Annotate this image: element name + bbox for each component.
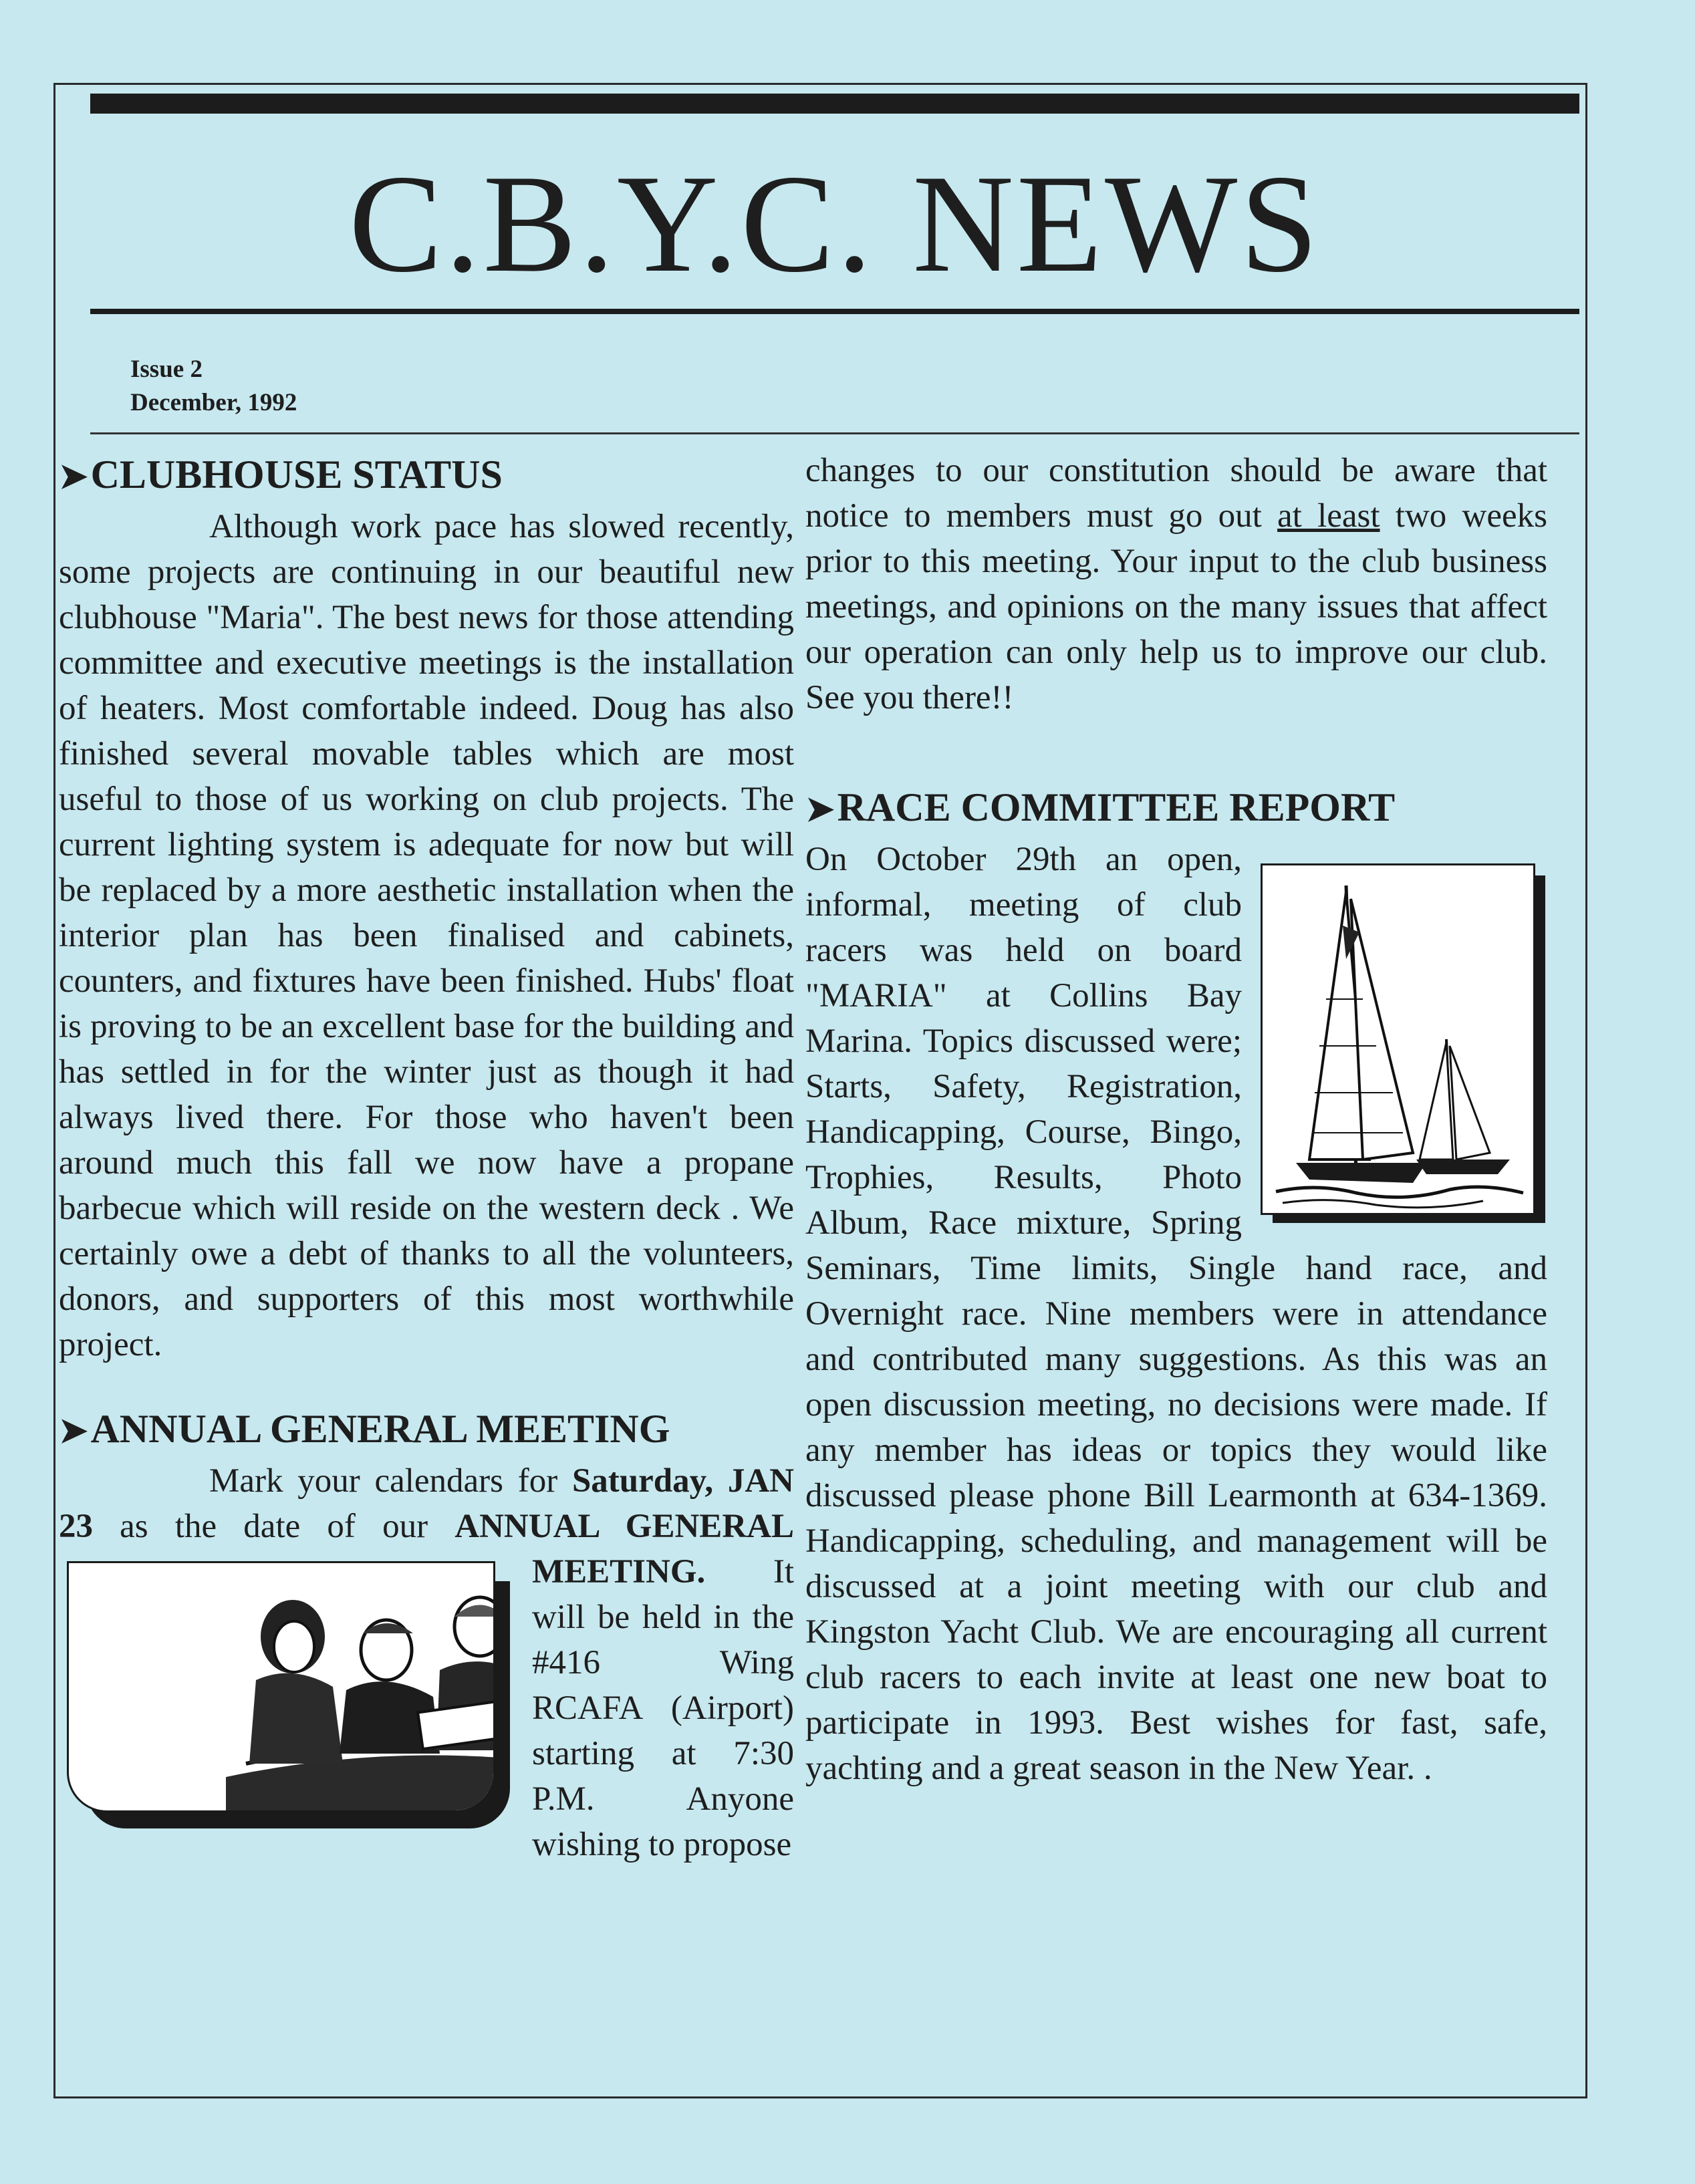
clubhouse-heading [59,448,794,504]
agm-heading-text: ANNUAL GENERAL MEETING [90,1407,670,1451]
agm-intro: Mark your calendars for [209,1462,572,1500]
issue-number: Issue 2 [130,356,203,383]
left-column [59,448,794,1867]
sailboat-clipart-icon [1257,861,1547,1232]
agm-event: ANNUAL GENERAL MEETING. [454,1508,794,1591]
issue-date: December, 1992 [130,389,297,416]
right-column [805,448,1547,1791]
race-heading [805,781,1547,837]
race-body [805,837,1547,1791]
agm-continued [805,448,1547,720]
meeting-clipart-icon [59,1556,520,1836]
arrowhead-bullet-icon: ➤ [59,1412,88,1450]
issue-rule [90,432,1579,434]
arrowhead-bullet-icon: ➤ [59,458,88,496]
agm-underlined: at least [1277,497,1380,535]
clubhouse-body: Although work pace has slowed recently, some projects are continuing in our beautiful new clubhouse "Maria". The best news for those attending committee and executive meetings is the installation of heaters. Most comfortable indeed. Doug has also finished several movable tables which are most useful to those of us working on club projects. The current lighting system is adequate for now but will be replaced by a more aesthetic installation when the interior plan has been finalised and cabinets, counters, and fixtures have been finished. Hubs' float is proving to be an excellent base for the building and has settled in for the winter just as though it had always lived there. For those who haven't been around much this fall we now have a propane barbecue which will reside on the western deck . We certainly owe a debt of thanks to all the volunteers, donors, and supporters of this most worthwhile project. [59,508,794,1363]
masthead-rule [90,309,1579,314]
masthead-title: C.B.Y.C. NEWS [348,146,1321,301]
clubhouse-heading-text: CLUBHOUSE STATUS [90,452,503,497]
arrowhead-bullet-icon: ➤ [805,791,835,829]
agm-location: It will be held in the #416 Wing RCAFA (Airport) starting at 7:30 P.M. Anyone wishing to propose [532,1553,794,1863]
race-body-text: On October 29th an open, informal, meeting of club racers was held on board "MARIA" at Collins Bay Marina. Topics discussed were; Starts, Safety, Registration, Handicapping, Course, Bingo, Trophies, Results, Photo Album, Race mixture, Spring Seminars, Time limits, Single hand race, and Overnight race. Nine members were in attendance and contributed many suggestions. As this was an open discussion meeting, no decisions were made. If any member has ideas or topics they would like discussed please phone Bill Learmonth at 634-1369. Handicapping, scheduling, and management will be discussed at a joint meeting with our club and Kingston Yacht Club. We are encouraging all current club racers to each invite at least one new boat to participate in 1993. Best wishes for fast, safe, yachting and a great season in the New Year. . [805,841,1547,1787]
agm-body [59,1458,794,1867]
agm-heading [59,1402,794,1458]
agm-date: Saturday, JAN 23 [59,1462,794,1545]
agm-continued-text: changes to our constitution should be aware that notice to members must go out [805,452,1547,535]
race-heading-text: RACE COMMITTEE REPORT [837,785,1396,829]
agm-continued-text-2: two weeks prior to this meeting. Your input to the club business meetings, and opinions on the many issues that affect our operation can only help us to improve our club. See you there!! [805,497,1548,716]
issue-info [130,353,297,420]
masthead-top-bar [90,94,1579,114]
agm-mid: as the date of our [93,1508,455,1545]
